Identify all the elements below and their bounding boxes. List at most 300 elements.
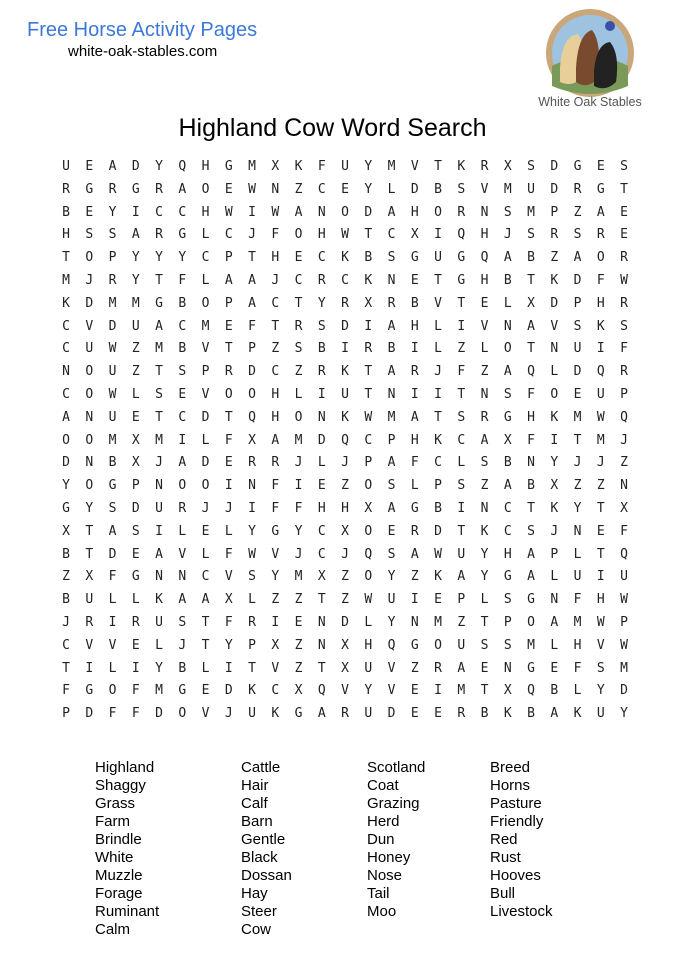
grid-letter: H [341, 501, 349, 516]
grid-letter: H [317, 227, 326, 243]
grid-letter: O [527, 615, 535, 630]
grid-letter: J [62, 615, 70, 630]
grid-letter: N [503, 660, 512, 676]
grid-letter: B [62, 546, 70, 562]
grid-letter: M [131, 295, 140, 311]
grid-letter: Y [550, 455, 559, 471]
grid-letter: O [85, 432, 94, 448]
grid-letter: Y [248, 523, 256, 539]
grid-letter: R [620, 295, 628, 311]
grid-letter: I [131, 660, 140, 676]
grid-letter: C [317, 546, 326, 562]
grid-letter: S [108, 227, 117, 243]
grid-letter: X [62, 523, 70, 539]
grid-letter: U [573, 569, 582, 585]
grid-letter: R [364, 341, 373, 357]
grid-letter: E [596, 523, 605, 539]
grid-letter: C [62, 637, 70, 653]
grid-letter: Y [620, 706, 628, 722]
word-list-item: Highland [95, 759, 155, 776]
grid-letter: G [155, 295, 163, 311]
grid-letter: I [317, 387, 326, 402]
grid-letter: R [108, 273, 117, 288]
grid-letter: I [434, 227, 442, 243]
grid-letter: O [364, 569, 373, 585]
grid-letter: T [85, 523, 94, 539]
grid-letter: X [341, 637, 349, 653]
word-list-item: Dun [367, 831, 395, 848]
grid-letter: T [480, 683, 489, 699]
word-list-item: Calm [95, 921, 131, 938]
grid-letter: C [155, 204, 163, 220]
grid-letter: A [387, 204, 396, 220]
grid-letter: M [155, 341, 163, 357]
grid-letter: G [62, 501, 70, 516]
grid-letter: J [271, 273, 280, 288]
grid-letter: T [434, 159, 442, 174]
grid-letter: K [364, 273, 373, 288]
grid-letter: R [224, 364, 233, 380]
grid-letter: L [480, 592, 489, 608]
grid-letter: F [248, 318, 256, 334]
grid-letter: R [596, 227, 605, 243]
grid-letter: F [527, 387, 535, 402]
grid-letter: Y [387, 569, 396, 585]
grid-letter: T [201, 637, 210, 653]
grid-letter: T [527, 341, 535, 357]
grid-letter: X [271, 159, 280, 174]
grid-letter: W [108, 341, 117, 357]
grid-letter: R [620, 364, 628, 380]
grid-letter: A [596, 204, 605, 220]
grid-letter: N [387, 273, 396, 288]
grid-letter: Q [620, 409, 628, 425]
grid-letter: X [341, 523, 349, 539]
grid-letter: E [294, 615, 303, 630]
grid-letter: A [155, 546, 163, 562]
grid-letter: V [85, 318, 94, 334]
grid-letter: Y [317, 295, 326, 311]
grid-letter: L [201, 227, 210, 243]
grid-letter: B [527, 706, 535, 722]
grid-letter: H [527, 409, 535, 425]
word-list-item: Forage [95, 885, 143, 902]
grid-letter: E [294, 250, 303, 266]
grid-letter: R [550, 227, 559, 243]
grid-letter: N [480, 204, 489, 220]
grid-letter: F [457, 364, 466, 380]
grid-letter: A [457, 660, 466, 676]
grid-letter: O [85, 478, 94, 494]
grid-letter: G [503, 569, 512, 585]
grid-letter: B [527, 250, 535, 266]
grid-letter: X [364, 295, 373, 311]
grid-letter: S [457, 409, 466, 425]
grid-letter: E [224, 181, 233, 197]
grid-letter: C [178, 318, 187, 334]
grid-letter: X [294, 683, 303, 699]
grid-letter: U [596, 387, 605, 402]
grid-letter: S [457, 478, 466, 494]
grid-letter: O [85, 250, 94, 266]
grid-letter: Z [457, 341, 466, 357]
grid-letter: I [410, 592, 419, 608]
grid-letter: O [201, 478, 210, 494]
grid-letter: K [550, 273, 559, 288]
grid-letter: R [317, 273, 326, 288]
grid-letter: S [573, 318, 582, 334]
grid-letter: D [620, 683, 628, 699]
grid-letter: T [317, 660, 326, 676]
grid-letter: C [434, 455, 442, 471]
grid-letter: Z [410, 660, 419, 676]
grid-letter: L [131, 592, 140, 608]
grid-letter: D [387, 706, 396, 722]
grid-letter: X [503, 683, 512, 699]
grid-letter: V [550, 318, 559, 334]
grid-letter: T [620, 181, 628, 197]
grid-letter: Z [62, 569, 70, 585]
grid-letter: G [224, 159, 233, 174]
grid-letter: E [480, 660, 489, 676]
word-list-item: Hay [241, 885, 268, 902]
grid-letter: C [224, 227, 233, 243]
grid-letter: S [387, 478, 396, 494]
grid-letter: P [457, 592, 466, 608]
grid-letter: K [155, 592, 163, 608]
grid-letter: D [201, 455, 210, 471]
grid-letter: I [294, 478, 303, 494]
grid-letter: L [364, 615, 373, 630]
grid-letter: L [387, 181, 396, 197]
grid-letter: V [224, 569, 233, 585]
grid-letter: X [527, 295, 535, 311]
grid-letter: K [341, 364, 349, 380]
grid-letter: J [503, 227, 512, 243]
grid-letter: T [201, 615, 210, 630]
grid-letter: R [410, 364, 419, 380]
word-list-item: Muzzle [95, 867, 143, 884]
grid-letter: Z [294, 660, 303, 676]
grid-letter: K [480, 523, 489, 539]
grid-letter: M [503, 181, 512, 197]
grid-letter: F [527, 432, 535, 448]
grid-letter: K [341, 409, 349, 425]
grid-letter: R [248, 455, 256, 471]
grid-letter: A [131, 227, 140, 243]
grid-letter: Z [457, 615, 466, 630]
grid-letter: D [341, 615, 349, 630]
grid-letter: T [294, 295, 303, 311]
grid-letter: N [317, 204, 326, 220]
grid-letter: T [457, 523, 466, 539]
grid-letter: O [341, 204, 349, 220]
grid-letter: E [178, 387, 187, 402]
grid-letter: I [410, 341, 419, 357]
grid-letter: M [294, 432, 303, 448]
grid-letter: R [85, 615, 94, 630]
grid-letter: W [224, 204, 233, 220]
grid-letter: Q [178, 159, 187, 174]
grid-letter: E [410, 683, 419, 699]
grid-letter: M [294, 569, 303, 585]
grid-letter: F [108, 706, 117, 722]
grid-letter: T [434, 409, 442, 425]
grid-letter: T [364, 227, 373, 243]
grid-letter: A [248, 273, 256, 288]
grid-letter: X [131, 455, 140, 471]
grid-letter: C [457, 432, 466, 448]
grid-letter: D [573, 364, 582, 380]
grid-letter: K [341, 250, 349, 266]
grid-letter: G [178, 227, 187, 243]
grid-letter: T [457, 295, 466, 311]
grid-letter: M [155, 683, 163, 699]
grid-letter: J [294, 546, 303, 562]
grid-letter: E [387, 523, 396, 539]
word-list-item: Livestock [490, 903, 553, 920]
grid-letter: C [62, 341, 70, 357]
grid-letter: U [573, 341, 582, 357]
word-list-item: Shaggy [95, 777, 146, 794]
grid-letter: D [573, 273, 582, 288]
grid-letter: P [550, 204, 559, 220]
grid-letter: Z [573, 204, 582, 220]
grid-letter: B [178, 341, 187, 357]
grid-letter: I [341, 341, 349, 357]
grid-letter: Z [131, 364, 140, 380]
grid-letter: B [178, 295, 187, 311]
grid-letter: S [527, 523, 535, 539]
grid-letter: X [131, 432, 140, 448]
grid-letter: T [248, 660, 256, 676]
grid-letter: X [271, 637, 280, 653]
grid-letter: Q [480, 250, 489, 266]
grid-letter: P [434, 478, 442, 494]
grid-letter: R [457, 706, 466, 722]
grid-letter: Y [387, 615, 396, 630]
brand-url[interactable]: white-oak-stables.com [68, 43, 218, 60]
grid-letter: A [178, 455, 187, 471]
grid-letter: C [271, 364, 280, 380]
grid-letter: Z [294, 181, 303, 197]
grid-letter: R [294, 318, 303, 334]
grid-letter: R [62, 181, 70, 197]
grid-letter: E [85, 159, 94, 174]
grid-letter: H [573, 637, 582, 653]
grid-letter: R [271, 455, 280, 471]
grid-letter: B [550, 683, 559, 699]
grid-letter: S [480, 637, 489, 653]
grid-letter: R [387, 295, 396, 311]
grid-letter: O [62, 432, 70, 448]
grid-letter: X [620, 501, 628, 516]
grid-letter: L [108, 592, 117, 608]
grid-letter: D [131, 159, 140, 174]
grid-letter: F [620, 523, 628, 539]
grid-letter: B [503, 455, 512, 471]
grid-letter: Z [341, 478, 349, 494]
grid-letter: K [457, 159, 466, 174]
grid-letter: O [201, 295, 210, 311]
grid-letter: Q [527, 364, 535, 380]
grid-letter: W [620, 273, 628, 288]
grid-letter: Q [387, 637, 396, 653]
grid-letter: D [317, 432, 326, 448]
grid-letter: O [201, 181, 210, 197]
grid-letter: Y [364, 181, 373, 197]
word-list-item: Honey [367, 849, 411, 866]
grid-letter: I [434, 683, 442, 699]
grid-letter: A [503, 250, 512, 266]
grid-letter: F [317, 159, 326, 174]
grid-letter: X [503, 432, 512, 448]
grid-letter: A [457, 569, 466, 585]
grid-letter: X [248, 432, 256, 448]
grid-letter: L [201, 660, 210, 676]
grid-letter: I [457, 501, 466, 516]
grid-letter: S [248, 569, 256, 585]
grid-letter: M [62, 273, 70, 288]
brand-title[interactable]: Free Horse Activity Pages [27, 19, 258, 41]
grid-letter: C [201, 250, 210, 266]
grid-letter: V [201, 387, 210, 402]
grid-letter: M [573, 409, 582, 425]
grid-letter: B [434, 501, 442, 516]
grid-letter: E [131, 409, 140, 425]
grid-letter: Y [364, 683, 373, 699]
grid-letter: F [271, 501, 280, 516]
grid-letter: C [271, 295, 280, 311]
grid-letter: C [62, 318, 70, 334]
word-list-item: Cattle [241, 759, 281, 776]
grid-letter: Z [596, 478, 605, 494]
word-list-item: Breed [490, 759, 531, 776]
word-list-item: Steer [241, 903, 277, 920]
grid-letter: B [62, 204, 70, 220]
grid-letter: B [480, 706, 489, 722]
grid-letter: V [271, 546, 280, 562]
grid-letter: Y [155, 159, 163, 174]
grid-letter: U [108, 409, 117, 425]
grid-letter: L [178, 523, 187, 539]
grid-letter: N [620, 478, 628, 494]
grid-letter: S [503, 387, 512, 402]
grid-letter: P [387, 432, 396, 448]
grid-letter: B [62, 592, 70, 608]
grid-letter: K [434, 432, 442, 448]
grid-letter: L [410, 478, 419, 494]
grid-letter: D [410, 181, 419, 197]
grid-letter: G [271, 523, 280, 539]
grid-letter: Q [317, 683, 326, 699]
grid-letter: J [294, 455, 303, 471]
grid-letter: Y [108, 204, 117, 220]
grid-letter: E [224, 318, 233, 334]
grid-letter: A [294, 204, 303, 220]
grid-letter: O [294, 227, 303, 243]
grid-letter: Y [155, 660, 163, 676]
grid-letter: S [620, 318, 628, 334]
grid-letter: V [108, 637, 117, 653]
grid-letter: J [85, 273, 94, 288]
grid-letter: D [108, 546, 117, 562]
grid-letter: L [108, 660, 117, 676]
grid-letter: G [85, 181, 94, 197]
grid-letter: D [550, 159, 559, 174]
grid-letter: Y [480, 569, 489, 585]
grid-letter: T [457, 387, 466, 402]
grid-letter: S [480, 455, 489, 471]
grid-letter: L [457, 455, 466, 471]
grid-letter: Q [620, 546, 628, 562]
grid-letter: P [550, 546, 559, 562]
grid-letter: E [85, 204, 94, 220]
grid-letter: U [155, 615, 163, 630]
grid-letter: D [201, 409, 210, 425]
grid-letter: S [178, 615, 187, 630]
grid-letter: R [573, 181, 582, 197]
grid-letter: D [550, 181, 559, 197]
grid-letter: W [248, 181, 256, 197]
grid-letter: I [155, 523, 163, 539]
grid-letter: O [596, 250, 605, 266]
grid-letter: R [457, 204, 466, 220]
grid-letter: Y [131, 273, 140, 288]
grid-letter: H [596, 592, 605, 608]
page-title: Highland Cow Word Search [178, 114, 487, 142]
grid-letter: E [131, 546, 140, 562]
word-list-item: Cow [241, 921, 272, 938]
grid-letter: A [224, 273, 233, 288]
grid-letter: I [248, 501, 256, 516]
grid-letter: P [573, 295, 582, 311]
grid-letter: E [620, 227, 628, 243]
grid-letter: A [480, 432, 489, 448]
grid-letter: N [248, 478, 256, 494]
grid-letter: U [62, 159, 70, 174]
grid-letter: F [410, 455, 419, 471]
grid-letter: A [410, 546, 419, 562]
grid-letter: G [410, 501, 419, 516]
grid-letter: X [503, 159, 512, 174]
grid-letter: H [410, 204, 419, 220]
grid-letter: G [108, 478, 117, 494]
word-list-item: Rust [490, 849, 521, 866]
grid-letter: F [131, 683, 140, 699]
grid-letter: S [131, 523, 140, 539]
grid-letter: L [131, 387, 140, 402]
grid-letter: M [201, 318, 210, 334]
grid-letter: Z [294, 637, 303, 653]
grid-letter: K [573, 706, 582, 722]
grid-letter: D [341, 318, 349, 334]
grid-letter: G [573, 159, 582, 174]
grid-letter: V [387, 660, 396, 676]
grid-letter: F [294, 501, 303, 516]
grid-letter: T [596, 501, 605, 516]
grid-letter: A [503, 364, 512, 380]
grid-letter: A [573, 250, 582, 266]
grid-letter: B [387, 341, 396, 357]
grid-letter: T [527, 501, 535, 516]
grid-letter: Y [178, 250, 187, 266]
grid-letter: R [480, 159, 489, 174]
word-list-item: Barn [241, 813, 273, 830]
word-list-item: Hair [241, 777, 269, 794]
word-list-item: Horns [490, 777, 531, 794]
grid-letter: R [248, 615, 256, 630]
